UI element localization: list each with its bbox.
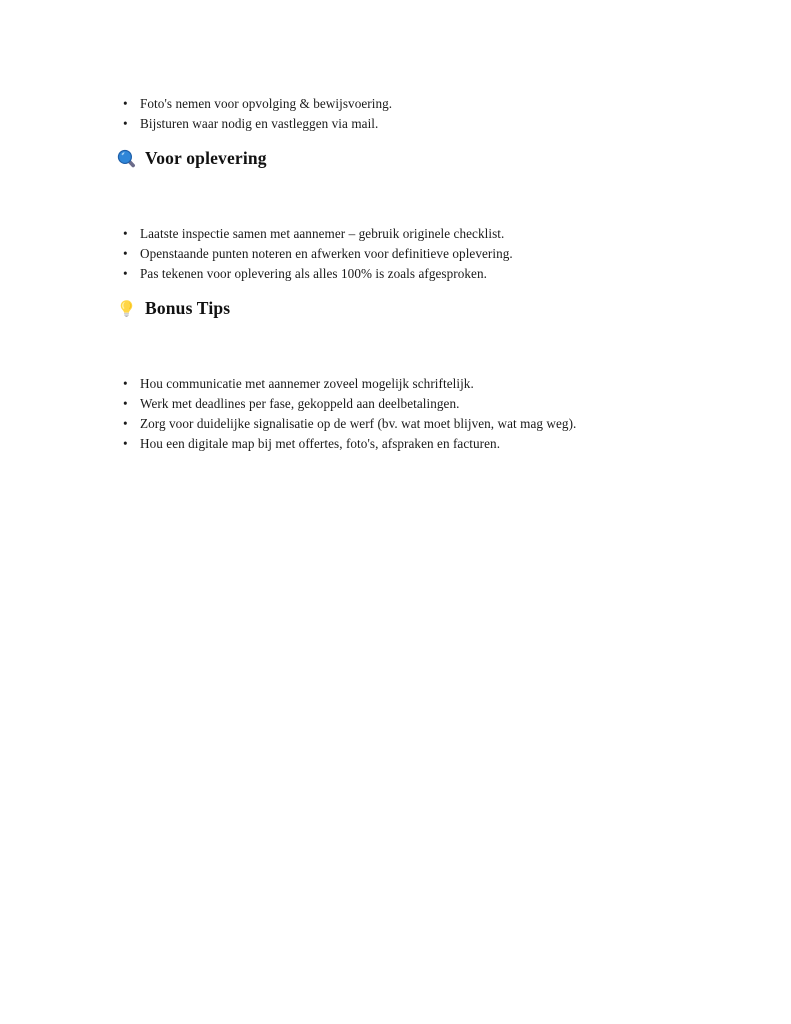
- list-item-text: Pas tekenen voor oplevering als alles 100% is zoals afgesproken.: [140, 266, 488, 281]
- bullet-marker-icon: •: [123, 416, 128, 431]
- light-bulb-icon: [117, 299, 136, 318]
- list-item: [0, 374, 791, 394]
- heading-voor-oplevering: [0, 146, 791, 170]
- bullet-marker-icon: •: [123, 246, 128, 261]
- list-item: [0, 114, 791, 134]
- bullet-marker-icon: •: [123, 376, 128, 391]
- list-item: [0, 264, 791, 284]
- heading-bottom-spacer: [0, 170, 791, 224]
- list-item: [0, 394, 791, 414]
- top-margin-spacer: [0, 0, 791, 94]
- bullet-list-bonus-tips: [0, 374, 791, 454]
- document-content: [0, 0, 791, 454]
- heading-bottom-spacer: [0, 320, 791, 374]
- section-spacer: [0, 284, 791, 296]
- bullet-list-voor-oplevering: [0, 224, 791, 284]
- list-item: [0, 224, 791, 244]
- list-item-text: Zorg voor duidelijke signalisatie op de werf (bv. wat moet blijven, wat mag weg).: [140, 416, 577, 431]
- list-item-text: Hou communicatie met aannemer zoveel mogelijk schriftelijk.: [140, 376, 474, 391]
- list-item: [0, 434, 791, 454]
- bullet-list-uitvoering: [0, 94, 791, 134]
- list-item: [0, 94, 791, 114]
- list-item: [0, 414, 791, 434]
- list-item-text: Bijsturen waar nodig en vastleggen via mail.: [140, 116, 379, 131]
- list-item-text: Openstaande punten noteren en afwerken voor definitieve oplevering.: [140, 246, 513, 261]
- heading-text: Voor oplevering: [145, 148, 267, 168]
- heading-text: Bonus Tips: [145, 298, 231, 318]
- list-item: [0, 244, 791, 264]
- heading-bonus-tips: [0, 296, 791, 320]
- bullet-marker-icon: •: [123, 266, 128, 281]
- bullet-marker-icon: •: [123, 96, 128, 111]
- bullet-marker-icon: •: [123, 436, 128, 451]
- list-item-text: Foto's nemen voor opvolging & bewijsvoering.: [140, 96, 393, 111]
- list-item-text: Hou een digitale map bij met offertes, foto's, afspraken en facturen.: [140, 436, 501, 451]
- bullet-marker-icon: •: [123, 226, 128, 241]
- list-item-text: Werk met deadlines per fase, gekoppeld aan deelbetalingen.: [140, 396, 460, 411]
- magnifying-glass-icon: [117, 149, 136, 168]
- bullet-marker-icon: •: [123, 396, 128, 411]
- list-item-text: Laatste inspectie samen met aannemer – gebruik originele checklist.: [140, 226, 505, 241]
- bullet-marker-icon: •: [123, 116, 128, 131]
- section-spacer: [0, 134, 791, 146]
